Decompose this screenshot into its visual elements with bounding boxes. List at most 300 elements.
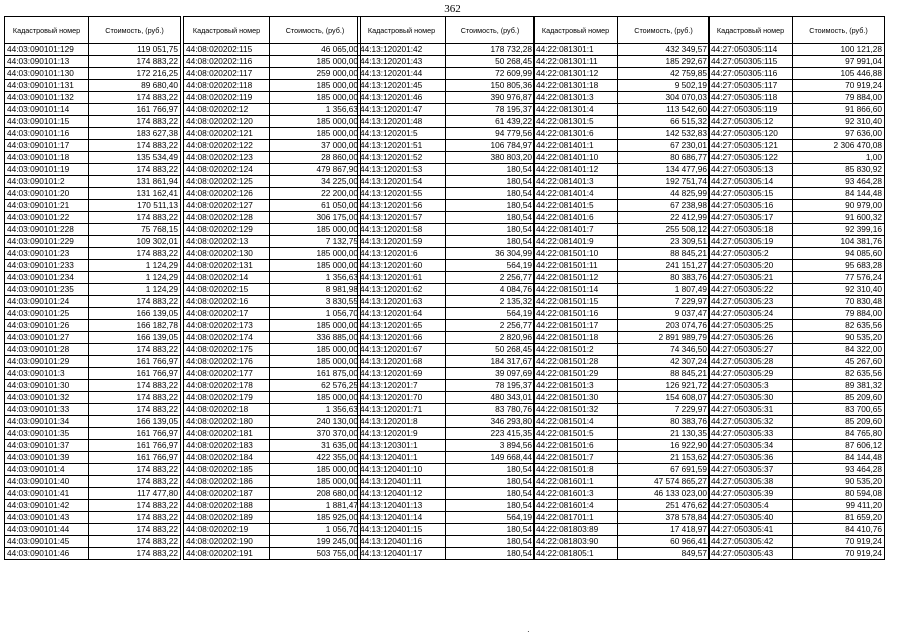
table-row xyxy=(709,320,885,332)
cadastral-number-cell: 44:22:081501:12 xyxy=(534,272,618,284)
cost-cell: 180,54 xyxy=(446,176,535,188)
cadastral-number-cell: 44:13:120401:17 xyxy=(358,548,446,560)
cadastral-number-cell: 44:03:090101:132 xyxy=(5,92,89,104)
cadastral-number-cell: 44:03:090101:46 xyxy=(5,548,89,560)
table-header-row xyxy=(358,17,535,44)
table-row xyxy=(534,476,710,488)
cost-cell: 185 000,00 xyxy=(270,116,361,128)
cadastral-number-cell: 44:03:090101:21 xyxy=(5,200,89,212)
table-row xyxy=(5,92,181,104)
cadastral-number-cell: 44:08:020202:122 xyxy=(184,140,270,152)
table-row xyxy=(358,80,535,92)
table-row xyxy=(358,356,535,368)
cadastral-number-cell: 44:08:020202:15 xyxy=(184,284,270,296)
cadastral-number-cell: 44:27:050305:36 xyxy=(709,452,793,464)
table-row xyxy=(358,452,535,464)
cadastral-number-cell: 44:08:020202:175 xyxy=(184,344,270,356)
cadastral-number-cell: 44:03:090101:45 xyxy=(5,536,89,548)
cost-cell: 849,57 xyxy=(618,548,710,560)
cost-cell: 304 070,03 xyxy=(618,92,710,104)
cadastral-number-cell: 44:22:081301:6 xyxy=(534,128,618,140)
table-row xyxy=(358,176,535,188)
cost-cell: 80 383,76 xyxy=(618,416,710,428)
table-row xyxy=(709,344,885,356)
table-row xyxy=(709,464,885,476)
table-row xyxy=(709,380,885,392)
cost-cell: 67 238,98 xyxy=(618,200,710,212)
cost-cell: 161 766,97 xyxy=(89,104,181,116)
table-row xyxy=(5,356,181,368)
cost-cell: 1 881,47 xyxy=(270,500,361,512)
cost-cell: 185 000,00 xyxy=(270,248,361,260)
cadastral-number-cell: 44:13:120201:56 xyxy=(358,200,446,212)
cadastral-number-cell: 44:08:020202:117 xyxy=(184,68,270,80)
table-row xyxy=(5,404,181,416)
cost-cell: 90 535,20 xyxy=(793,476,885,488)
cadastral-number-cell: 44:13:120201:59 xyxy=(358,236,446,248)
cadastral-number-cell: 44:13:120201:71 xyxy=(358,404,446,416)
cost-cell: 2 135,32 xyxy=(446,296,535,308)
cadastral-number-cell: 44:08:020202:184 xyxy=(184,452,270,464)
cost-cell: 174 883,22 xyxy=(89,380,181,392)
table-row xyxy=(534,512,710,524)
cadastral-number-cell: 44:13:120201:48 xyxy=(358,116,446,128)
cost-cell: 84 144,48 xyxy=(793,452,885,464)
cost-header: Стоимость, (руб.) xyxy=(89,17,181,44)
table-row xyxy=(534,548,710,560)
cost-cell: 166 139,05 xyxy=(89,332,181,344)
cost-cell: 223 415,35 xyxy=(446,428,535,440)
table-row xyxy=(184,452,361,464)
cadastral-number-cell: 44:22:081701:1 xyxy=(534,512,618,524)
table-row xyxy=(5,212,181,224)
cadastral-number-cell: 44:08:020202:17 xyxy=(184,308,270,320)
cadastral-number-cell: 44:13:120201:54 xyxy=(358,176,446,188)
cadastral-number-cell: 44:27:050305:12 xyxy=(709,116,793,128)
cost-cell: 37 000,00 xyxy=(270,140,361,152)
cost-cell: 17 418,97 xyxy=(618,524,710,536)
cadastral-number-cell: 44:13:120401:1 xyxy=(358,452,446,464)
table-row xyxy=(184,44,361,56)
table-row xyxy=(358,56,535,68)
cadastral-number-cell: 44:08:020202:127 xyxy=(184,200,270,212)
cost-cell: 42 307,24 xyxy=(618,356,710,368)
cost-cell: 119 051,75 xyxy=(89,44,181,56)
table-row xyxy=(5,320,181,332)
cadastral-number-cell: 44:27:050305:25 xyxy=(709,320,793,332)
table-row xyxy=(709,164,885,176)
cost-cell: 104 381,76 xyxy=(793,236,885,248)
table-row xyxy=(534,344,710,356)
table-row xyxy=(5,476,181,488)
table-row xyxy=(709,116,885,128)
cost-cell: 1 056,70 xyxy=(270,308,361,320)
cadastral-number-cell: 44:27:050305:39 xyxy=(709,488,793,500)
cost-cell: 174 883,22 xyxy=(89,512,181,524)
table-row xyxy=(5,248,181,260)
cost-cell: 105 446,88 xyxy=(793,68,885,80)
table-row xyxy=(534,164,710,176)
cadastral-number-cell: 44:03:090101:233 xyxy=(5,260,89,272)
cost-cell: 149 668,44 xyxy=(446,452,535,464)
table-row xyxy=(709,128,885,140)
cadastral-number-cell: 44:03:090101:33 xyxy=(5,404,89,416)
cadastral-number-cell: 44:22:081401:4 xyxy=(534,188,618,200)
cadastral-number-cell: 44:13:120201:47 xyxy=(358,104,446,116)
cost-cell: 99 411,20 xyxy=(793,500,885,512)
table-row xyxy=(5,128,181,140)
cost-cell: 80 686,77 xyxy=(618,152,710,164)
cadastral-number-cell: 44:22:081401:3 xyxy=(534,176,618,188)
table-row xyxy=(358,464,535,476)
cost-cell: 564,19 xyxy=(446,512,535,524)
cadastral-number-cell: 44:08:020202:178 xyxy=(184,380,270,392)
cadastral-number-cell: 44:22:081301:3 xyxy=(534,92,618,104)
cost-cell: 36 304,99 xyxy=(446,248,535,260)
table-row xyxy=(184,308,361,320)
table-row xyxy=(184,128,361,140)
cost-cell: 89 680,40 xyxy=(89,80,181,92)
cost-cell: 92 310,40 xyxy=(793,116,885,128)
cadastral-number-cell: 44:27:050305:120 xyxy=(709,128,793,140)
table-row xyxy=(184,56,361,68)
table-row xyxy=(709,104,885,116)
table-row xyxy=(534,464,710,476)
table-row xyxy=(358,296,535,308)
cost-cell: 39 097,69 xyxy=(446,368,535,380)
cost-cell: 85 830,92 xyxy=(793,164,885,176)
table-row xyxy=(534,116,710,128)
table-row xyxy=(534,248,710,260)
cost-cell: 34 225,00 xyxy=(270,176,361,188)
cadastral-number-cell: 44:13:120201:67 xyxy=(358,344,446,356)
cadastral-number-cell: 44:27:050305:34 xyxy=(709,440,793,452)
table-row xyxy=(5,512,181,524)
cost-cell: 74 346,50 xyxy=(618,344,710,356)
table-row xyxy=(358,524,535,536)
table-row xyxy=(184,116,361,128)
cadastral-number-cell: 44:08:020202:174 xyxy=(184,332,270,344)
table-row xyxy=(709,224,885,236)
cadastral-number-cell: 44:08:020202:120 xyxy=(184,116,270,128)
table-row xyxy=(5,272,181,284)
table-row xyxy=(534,104,710,116)
table-row xyxy=(534,212,710,224)
table-row xyxy=(358,284,535,296)
table-row xyxy=(358,536,535,548)
cost-cell: 180,54 xyxy=(446,224,535,236)
cost-cell: 161 875,00 xyxy=(270,368,361,380)
cost-cell: 1 356,63 xyxy=(270,104,361,116)
table-row xyxy=(709,416,885,428)
cadastral-number-cell: 44:22:081501:18 xyxy=(534,332,618,344)
cost-cell: 174 883,22 xyxy=(89,116,181,128)
cadastral-number-cell: 44:08:020202:125 xyxy=(184,176,270,188)
cost-cell: 131 861,94 xyxy=(89,176,181,188)
cost-cell: 161 766,97 xyxy=(89,368,181,380)
cadastral-number-cell: 44:08:020202:115 xyxy=(184,44,270,56)
cadastral-number-cell: 44:03:090101:42 xyxy=(5,500,89,512)
table-row xyxy=(534,500,710,512)
table-row xyxy=(534,44,710,56)
cadastral-number-cell: 44:03:090101:131 xyxy=(5,80,89,92)
table-row xyxy=(5,68,181,80)
table-row xyxy=(184,416,361,428)
table-row xyxy=(5,488,181,500)
table-row xyxy=(709,428,885,440)
table-row xyxy=(534,224,710,236)
cadastral-number-cell: 44:13:120201:62 xyxy=(358,284,446,296)
cost-cell: 503 755,00 xyxy=(270,548,361,560)
page-number: 362 xyxy=(444,3,461,15)
cadastral-number-cell: 44:08:020202:130 xyxy=(184,248,270,260)
cadastral-number-cell: 44:13:120201:6 xyxy=(358,248,446,260)
cadastral-number-cell: 44:08:020202:116 xyxy=(184,56,270,68)
cadastral-number-cell: 44:03:090101:13 xyxy=(5,56,89,68)
cost-cell: 422 355,00 xyxy=(270,452,361,464)
cost-cell: 4 084,76 xyxy=(446,284,535,296)
cost-cell: 185 000,00 xyxy=(270,344,361,356)
cadastral-number-cell: 44:03:090101:19 xyxy=(5,164,89,176)
cadastral-number-cell: 44:27:050305:43 xyxy=(709,548,793,560)
cadastral-number-cell: 44:03:090101:2 xyxy=(5,176,89,188)
cost-cell: 241 151,27 xyxy=(618,260,710,272)
table-row xyxy=(709,536,885,548)
table-row xyxy=(709,524,885,536)
cadastral-number-cell: 44:13:120201:44 xyxy=(358,68,446,80)
cost-cell: 82 635,56 xyxy=(793,368,885,380)
table-row xyxy=(709,140,885,152)
cadastral-number-cell: 44:08:020202:181 xyxy=(184,428,270,440)
cost-cell: 378 578,84 xyxy=(618,512,710,524)
cost-cell: 88 845,21 xyxy=(618,248,710,260)
table-row xyxy=(709,404,885,416)
cadastral-number-cell: 44:27:050305:30 xyxy=(709,392,793,404)
table-row xyxy=(5,536,181,548)
cost-cell: 199 245,00 xyxy=(270,536,361,548)
cost-cell: 80 594,08 xyxy=(793,488,885,500)
cost-cell: 174 883,22 xyxy=(89,404,181,416)
table-row xyxy=(184,284,361,296)
table-row xyxy=(709,92,885,104)
cadastral-number-cell: 44:27:050305:17 xyxy=(709,212,793,224)
cadastral-number-cell: 44:08:020202:124 xyxy=(184,164,270,176)
cost-cell: 31 635,00 xyxy=(270,440,361,452)
table-row xyxy=(184,80,361,92)
cost-header: Стоимость, (руб.) xyxy=(618,17,710,44)
cost-cell: 178 732,28 xyxy=(446,44,535,56)
cost-cell: 185 000,00 xyxy=(270,92,361,104)
table-header-row xyxy=(5,17,181,44)
cost-cell: 1 124,29 xyxy=(89,272,181,284)
cost-cell: 46 065,00 xyxy=(270,44,361,56)
cost-cell: 70 919,24 xyxy=(793,536,885,548)
cost-cell: 80 383,76 xyxy=(618,272,710,284)
table-row xyxy=(184,200,361,212)
cost-cell: 135 534,49 xyxy=(89,152,181,164)
cost-cell: 251 476,62 xyxy=(618,500,710,512)
cost-cell: 8 981,98 xyxy=(270,284,361,296)
table-row xyxy=(709,80,885,92)
cadastral-number-cell: 44:27:050305:114 xyxy=(709,44,793,56)
table-row xyxy=(709,512,885,524)
table-row xyxy=(184,512,361,524)
cost-cell: 2 256,77 xyxy=(446,320,535,332)
cadastral-number-cell: 44:03:090101:23 xyxy=(5,248,89,260)
cost-cell: 22 200,00 xyxy=(270,188,361,200)
cadastral-number-cell: 44:27:050305:116 xyxy=(709,68,793,80)
table-row xyxy=(184,260,361,272)
cadastral-number-cell: 44:08:020202:180 xyxy=(184,416,270,428)
cadastral-number-cell: 44:03:090101:40 xyxy=(5,476,89,488)
cadastral-number-cell: 44:13:120201:61 xyxy=(358,272,446,284)
table-row xyxy=(534,320,710,332)
cadastral-number-cell: 44:27:050305:115 xyxy=(709,56,793,68)
cost-cell: 150 805,36 xyxy=(446,80,535,92)
cost-cell: 93 464,28 xyxy=(793,176,885,188)
cadastral-number-cell: 44:13:120201:52 xyxy=(358,152,446,164)
cadastral-number-cell: 44:08:020202:187 xyxy=(184,488,270,500)
cost-cell: 134 477,96 xyxy=(618,164,710,176)
cadastral-number-cell: 44:22:081501:29 xyxy=(534,368,618,380)
cadastral-number-cell: 44:08:020202:183 xyxy=(184,440,270,452)
cost-cell: 72 609,99 xyxy=(446,68,535,80)
cost-cell: 3 830,55 xyxy=(270,296,361,308)
cadastral-number-cell: 44:03:090101:22 xyxy=(5,212,89,224)
table-row xyxy=(709,488,885,500)
cost-cell: 185 000,00 xyxy=(270,224,361,236)
cadastral-number-cell: 44:08:020202:179 xyxy=(184,392,270,404)
table-row xyxy=(184,92,361,104)
cost-cell: 174 883,22 xyxy=(89,476,181,488)
cost-cell: 174 883,22 xyxy=(89,140,181,152)
table-row xyxy=(534,56,710,68)
cost-cell: 84 410,76 xyxy=(793,524,885,536)
cost-cell: 346 293,80 xyxy=(446,416,535,428)
table-row xyxy=(534,332,710,344)
table-row xyxy=(534,368,710,380)
cadastral-table-1 xyxy=(4,16,181,560)
cost-cell: 142 532,83 xyxy=(618,128,710,140)
cost-cell: 185 000,00 xyxy=(270,356,361,368)
cost-cell: 161 766,97 xyxy=(89,428,181,440)
cost-cell: 3 894,56 xyxy=(446,440,535,452)
cadastral-number-cell: 44:27:050305:117 xyxy=(709,80,793,92)
cost-cell: 81 659,20 xyxy=(793,512,885,524)
cost-cell: 480 343,01 xyxy=(446,392,535,404)
cadastral-number-cell: 44:03:090101:41 xyxy=(5,488,89,500)
cost-cell: 2 891 989,79 xyxy=(618,332,710,344)
table-row xyxy=(709,368,885,380)
cost-cell: 306 175,00 xyxy=(270,212,361,224)
table-row xyxy=(184,188,361,200)
table-row xyxy=(5,236,181,248)
cadastral-number-cell: 44:22:081501:28 xyxy=(534,356,618,368)
table-row xyxy=(709,332,885,344)
cadastral-number-cell: 44:08:020202:119 xyxy=(184,92,270,104)
cost-cell: 106 784,97 xyxy=(446,140,535,152)
cadastral-number-cell: 44:22:081501:4 xyxy=(534,416,618,428)
table-row xyxy=(5,548,181,560)
cost-cell: 259 000,00 xyxy=(270,68,361,80)
cadastral-number-cell: 44:27:050305:119 xyxy=(709,104,793,116)
table-row xyxy=(709,284,885,296)
cost-cell: 185 925,00 xyxy=(270,512,361,524)
cost-cell: 180,54 xyxy=(446,188,535,200)
table-row xyxy=(184,392,361,404)
cadastral-number-cell: 44:22:081501:32 xyxy=(534,404,618,416)
cost-cell: 185 000,00 xyxy=(270,56,361,68)
cost-cell: 174 883,22 xyxy=(89,548,181,560)
cost-cell: 9 037,47 xyxy=(618,308,710,320)
cadastral-number-cell: 44:27:050305:21 xyxy=(709,272,793,284)
cadastral-number-cell: 44:03:090101:34 xyxy=(5,416,89,428)
cadastral-number-header: Кадастровый номер xyxy=(184,17,270,44)
table-row xyxy=(358,428,535,440)
cadastral-number-cell: 44:27:050305:122 xyxy=(709,152,793,164)
cadastral-number-cell: 44:22:081301:1 xyxy=(534,44,618,56)
cost-cell: 61 050,00 xyxy=(270,200,361,212)
cost-cell: 166 182,78 xyxy=(89,320,181,332)
cost-cell: 70 919,24 xyxy=(793,548,885,560)
cadastral-number-cell: 44:27:050305:40 xyxy=(709,512,793,524)
cost-cell: 432 349,57 xyxy=(618,44,710,56)
cadastral-number-cell: 44:13:120201:68 xyxy=(358,356,446,368)
cost-header: Стоимость, (руб.) xyxy=(793,17,885,44)
cost-cell: 180,54 xyxy=(446,500,535,512)
cost-cell: 174 883,22 xyxy=(89,92,181,104)
cost-cell: 45 267,60 xyxy=(793,356,885,368)
cost-cell: 2 306 470,08 xyxy=(793,140,885,152)
cost-cell: 85 209,60 xyxy=(793,392,885,404)
cadastral-number-cell: 44:22:081501:16 xyxy=(534,308,618,320)
table-row xyxy=(709,248,885,260)
table-row xyxy=(709,152,885,164)
cadastral-number-cell: 44:08:020202:19 xyxy=(184,524,270,536)
table-row xyxy=(534,416,710,428)
cadastral-number-cell: 44:13:120401:12 xyxy=(358,488,446,500)
table-row xyxy=(709,260,885,272)
table-row xyxy=(358,152,535,164)
cost-cell: 1 356,63 xyxy=(270,404,361,416)
table-row xyxy=(534,536,710,548)
cadastral-table-4 xyxy=(533,16,710,560)
cadastral-number-cell: 44:03:090101:229 xyxy=(5,236,89,248)
cadastral-number-cell: 44:03:090101:28 xyxy=(5,344,89,356)
cadastral-number-cell: 44:08:020202:118 xyxy=(184,80,270,92)
table-row xyxy=(5,152,181,164)
cadastral-number-cell: 44:22:081601:3 xyxy=(534,488,618,500)
cost-cell: 9 502,19 xyxy=(618,80,710,92)
cadastral-number-cell: 44:22:081805:1 xyxy=(534,548,618,560)
cadastral-number-cell: 44:08:020202:13 xyxy=(184,236,270,248)
cadastral-number-cell: 44:03:090101:129 xyxy=(5,44,89,56)
cost-cell: 192 751,74 xyxy=(618,176,710,188)
table-header-row xyxy=(534,17,710,44)
table-row xyxy=(184,140,361,152)
table-row xyxy=(184,332,361,344)
cadastral-number-cell: 44:13:120201:57 xyxy=(358,212,446,224)
cost-header: Стоимость, (руб.) xyxy=(270,17,361,44)
cadastral-number-cell: 44:13:120201:5 xyxy=(358,128,446,140)
cadastral-number-cell: 44:27:050305:38 xyxy=(709,476,793,488)
cost-cell: 174 883,22 xyxy=(89,248,181,260)
table-row xyxy=(5,332,181,344)
cost-cell: 84 765,80 xyxy=(793,428,885,440)
table-row xyxy=(358,392,535,404)
cadastral-number-cell: 44:13:120201:55 xyxy=(358,188,446,200)
cadastral-number-cell: 44:03:090101:35 xyxy=(5,428,89,440)
